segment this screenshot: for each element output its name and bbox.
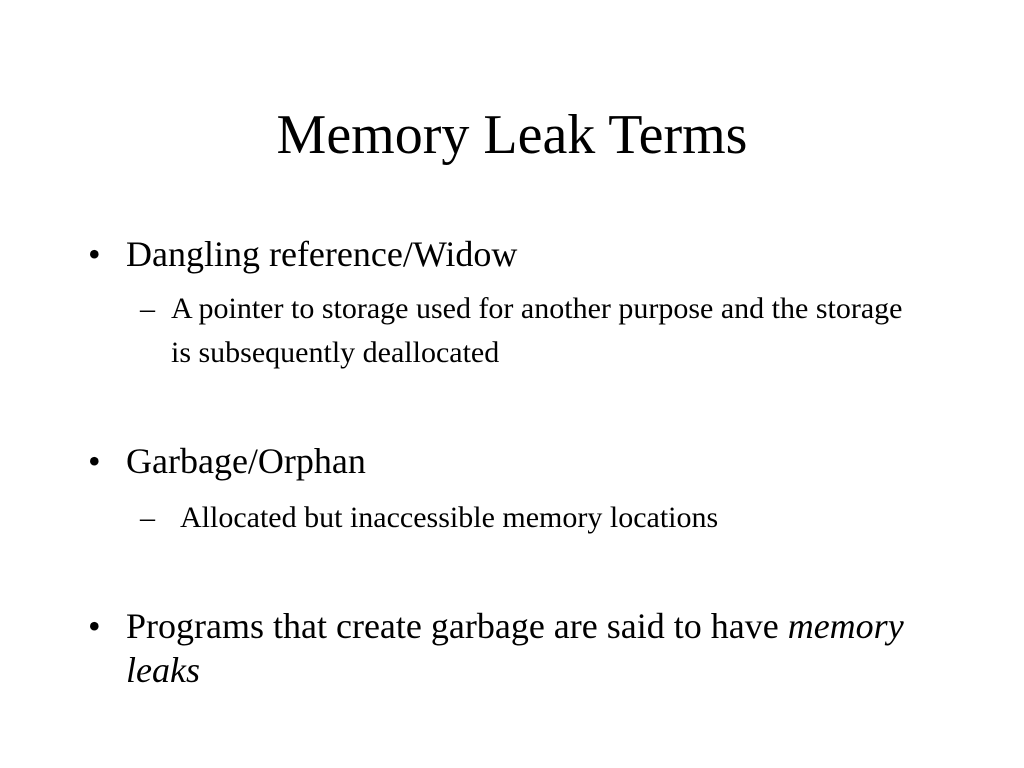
bullet-item-garbage-orphan [88,439,968,483]
bullet-marker: • [88,234,101,274]
sub-bullet-marker: – [140,501,155,534]
bullet-text [126,604,968,692]
sub-bullet-item-garbage-orphan [140,496,920,540]
sub-bullet-marker: – [140,292,155,325]
bullet-text-plain: Programs that create garbage are said to have [126,606,788,646]
sub-bullet-text: Allocated but inaccessible memory locations [180,501,719,534]
slide-title: Memory Leak Terms [276,104,748,166]
bullet-item-programs-memory-leaks [88,604,968,692]
sub-bullet-item-dangling-reference [140,287,920,375]
bullet-marker: • [88,606,101,646]
bullet-marker: • [88,441,101,481]
bullet-text: Garbage/Orphan [126,441,366,481]
bullet-item-dangling-reference [88,232,968,276]
bullet-text: Dangling reference/Widow [126,234,518,274]
sub-bullet-text: A pointer to storage used for another purpose and the storage is subsequently deallocated [171,292,903,369]
bullet-text-emphasis: memory leaks [126,606,904,690]
